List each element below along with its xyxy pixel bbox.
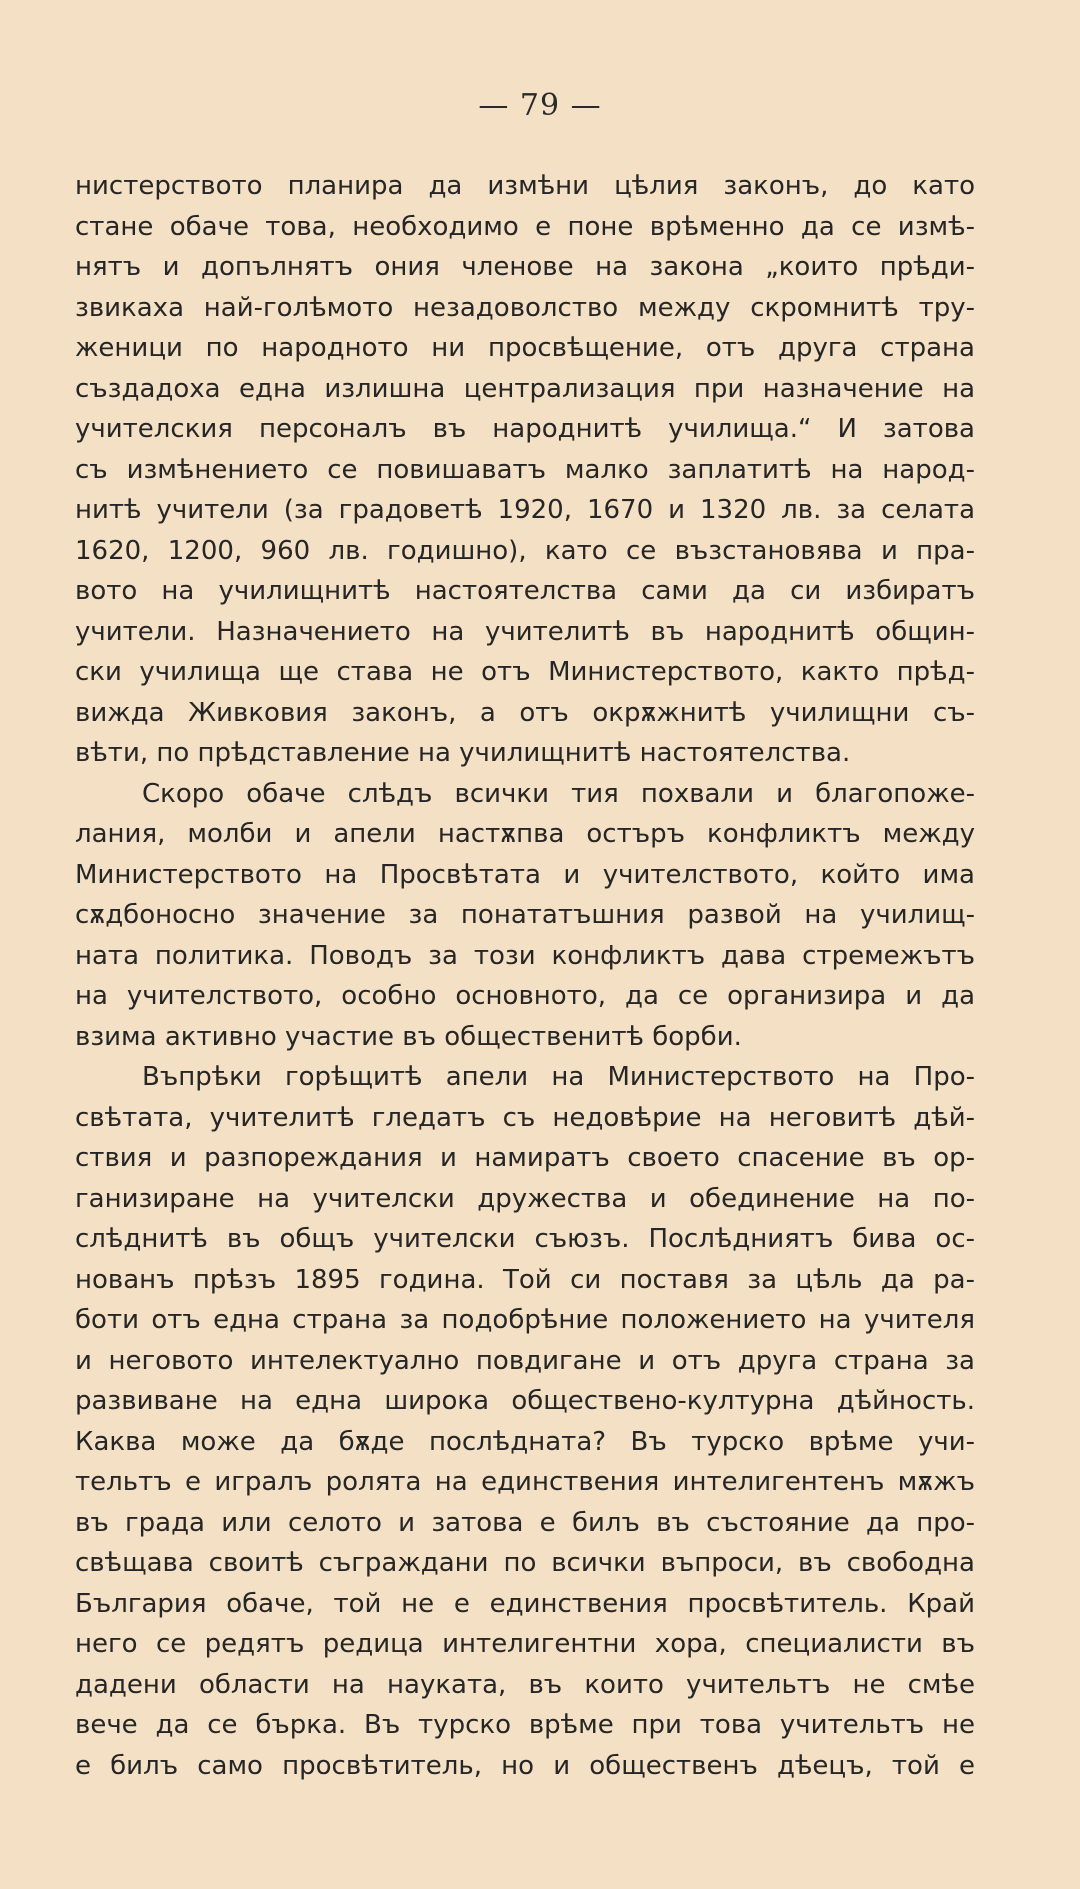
text-line: 1620, 1200, 960 лв. годишно), като се възстановява и пра- — [75, 535, 975, 566]
text-line: боти отъ една страна за подобрѣние положението на учителя — [75, 1305, 975, 1335]
text-line: женици по народното ни просвѣщение, отъ друга страна — [75, 333, 975, 363]
page-number: — 79 — — [478, 88, 602, 123]
text-line: на учителството, особно основното, да се организира и да — [75, 981, 975, 1011]
text-line: съ измѣнението се повишаватъ малко заплатитѣ на народ- — [75, 454, 975, 485]
text-line: учители. Назначението на учителитѣ въ народнитѣ общин- — [75, 616, 975, 647]
text-line: Министерството на Просвѣтата и учителството, който има — [75, 859, 975, 890]
text-line: ганизиране на учителски дружества и обединение на по- — [75, 1183, 975, 1214]
text-line: лания, молби и апели настѫпва остъръ конфликтъ между — [75, 819, 975, 849]
text-line: нитѣ учители (за градоветѣ 1920, 1670 и 1320 лв. за селата — [75, 495, 975, 525]
text-line: въ града или селото и затова е билъ въ състояние да про- — [75, 1507, 975, 1538]
text-line: Каква може да бѫде послѣдната? Въ турско врѣме учи- — [75, 1426, 975, 1457]
text-line: дадени области на науката, въ които учительтъ не смѣе — [75, 1669, 975, 1700]
text-line: България обаче, той не е единствения просвѣтитель. Край — [75, 1588, 975, 1619]
text-line: и неговото интелектуално повдигане и отъ друга страна за — [75, 1345, 975, 1376]
text-line: ски училища ще става не отъ Министерството, както прѣд- — [75, 657, 975, 687]
text-line: вече да се бърка. Въ турско врѣме при това учительтъ не — [75, 1710, 975, 1740]
text-line: ствия и разпореждания и намиратъ своето спасение въ ор- — [75, 1143, 975, 1173]
text-line: вото на училищнитѣ настоятелства сами да си избиратъ — [75, 576, 975, 606]
text-line: стане обаче това, необходимо е поне врѣменно да се измѣ- — [75, 211, 975, 242]
text-line: нятъ и допълнятъ ония членове на закона „които прѣди- — [75, 252, 975, 282]
text-line: Въпрѣки горѣщитѣ апели на Министерството на Про- — [142, 1062, 975, 1092]
text-line: сѫдбоносно значение за понататъшния развой на училищ- — [75, 900, 975, 930]
text-line: вижда Живковия законъ, а отъ окрѫжнитѣ училищни съ- — [75, 697, 975, 728]
text-line: ната политика. Поводъ за този конфликтъ дава стремежътъ — [75, 940, 975, 971]
text-line: него се редятъ редица интелигентни хора, специалисти въ — [75, 1629, 975, 1659]
text-line: създадоха една излишна централизация при назначение на — [75, 373, 975, 404]
text-line: Скоро обаче слѣдъ всички тия похвали и благопоже- — [142, 778, 975, 809]
text-line: е билъ само просвѣтитель, но и общественъ дѣецъ, той е — [75, 1750, 975, 1781]
text-line: звикаха най-голѣмото незадоволство между скромнитѣ тру- — [75, 292, 975, 323]
text-line: взима активно участие въ общественитѣ борби. — [75, 1021, 742, 1052]
body-text — [75, 166, 975, 1786]
text-line: свѣщава своитѣ съграждани по всички въпроси, въ свободна — [75, 1548, 975, 1578]
text-line: развиване на една широка обществено-културна дѣйность. — [75, 1386, 975, 1416]
text-line: вѣти, по прѣдставление на училищнитѣ настоятелства. — [75, 738, 851, 768]
text-line: нистерството планира да измѣни цѣлия законъ, до като — [75, 171, 975, 201]
text-line: свѣтата, учителитѣ гледатъ съ недовѣрие на неговитѣ дѣй- — [75, 1102, 975, 1133]
text-line: учителския персоналъ въ народнитѣ училища.“ И затова — [75, 414, 975, 444]
text-line: нованъ прѣзъ 1895 година. Той си поставя за цѣль да ра- — [75, 1264, 975, 1295]
text-line: тельтъ е игралъ ролята на единствения интелигентенъ мѫжъ — [75, 1467, 975, 1497]
text-line: слѣднитѣ въ общъ учителски съюзъ. Послѣдниятъ бива ос- — [75, 1224, 975, 1254]
